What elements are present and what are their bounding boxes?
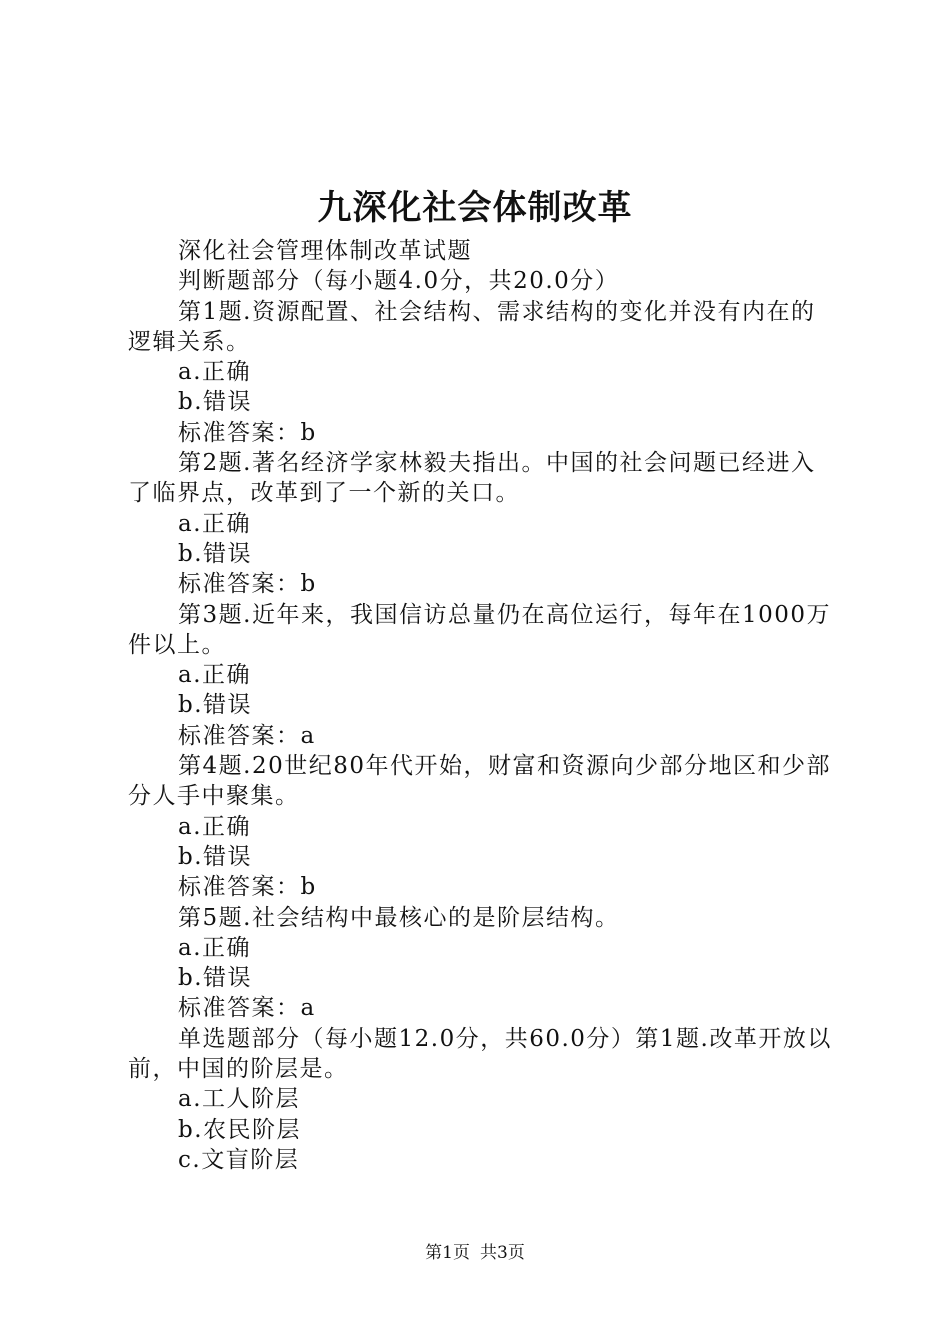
question-text: 第3题.近年来，我国信访总量仍在高位运行，每年在1000万件以上。 (128, 601, 831, 658)
paragraph: 判断题部分（每小题4.0分，共20.0分） (178, 268, 620, 295)
standard-answer: 标准答案：b (178, 419, 317, 446)
standard-answer: 标准答案：a (178, 995, 316, 1022)
document-body (128, 236, 832, 1175)
paragraph: 深化社会管理体制改革试题 (178, 238, 472, 264)
standard-answer: 标准答案：a (178, 722, 316, 749)
question-text: 单选题部分（每小题12.0分，共60.0分）第1题.改革开放以前，中国的阶层是。 (128, 1025, 832, 1083)
option-b: b.错误 (178, 692, 253, 719)
option-b: b.农民阶层 (178, 1116, 302, 1143)
page-footer (0, 1240, 950, 1266)
option-a: a.正确 (178, 934, 252, 961)
question-text: 第1题.资源配置、社会结构、需求结构的变化并没有内在的逻辑关系。 (128, 298, 816, 355)
question-text: 第5题.社会结构中最核心的是阶层结构。 (178, 904, 620, 931)
standard-answer: 标准答案：b (178, 571, 317, 598)
page-total: 共3页 (480, 1243, 525, 1263)
option-a: a.正确 (178, 510, 252, 537)
option-c: c.文盲阶层 (178, 1146, 300, 1173)
document-title: 九深化社会体制改革 (317, 188, 633, 228)
option-a: a.工人阶层 (178, 1086, 301, 1113)
option-b: b.错误 (178, 843, 253, 870)
option-a: a.正确 (178, 359, 252, 386)
standard-answer: 标准答案：b (178, 874, 317, 901)
option-a: a.正确 (178, 662, 252, 689)
option-b: b.错误 (178, 540, 253, 567)
option-b: b.错误 (178, 965, 253, 992)
question-text: 第4题.20世纪80年代开始，财富和资源向少部分地区和少部分人手中聚集。 (128, 753, 831, 810)
question-text: 第2题.著名经济学家林毅夫指出。中国的社会问题已经进入了临界点，改革到了一个新的关口。 (128, 450, 816, 507)
page-number: 第1页 (425, 1243, 470, 1263)
option-a: a.正确 (178, 813, 252, 840)
option-b: b.错误 (178, 389, 253, 416)
